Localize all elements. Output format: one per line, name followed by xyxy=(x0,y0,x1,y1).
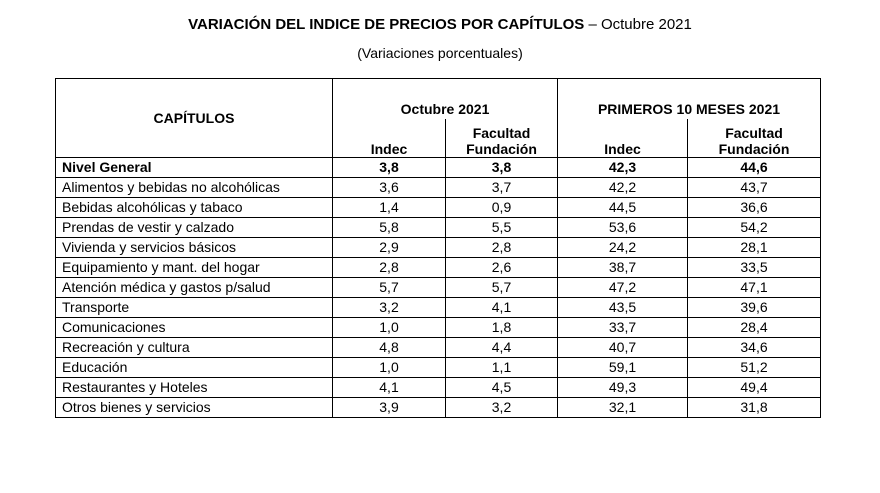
row-cumulative-indec: 42,2 xyxy=(558,178,688,198)
row-month-facultad: 3,2 xyxy=(446,398,558,418)
row-cumulative-indec: 44,5 xyxy=(558,198,688,218)
table-row xyxy=(56,278,821,298)
row-cumulative-indec: 53,6 xyxy=(558,218,688,238)
table-row xyxy=(56,258,821,278)
document-subtitle: (Variaciones porcentuales) xyxy=(357,45,523,61)
row-cumulative-indec: 49,3 xyxy=(558,378,688,398)
cumulative-facultad-header xyxy=(688,119,821,158)
row-chapter-name: Atención médica y gastos p/salud xyxy=(56,278,333,298)
row-cumulative-facultad: 33,5 xyxy=(688,258,821,278)
row-cumulative-facultad: 51,2 xyxy=(688,358,821,378)
row-cumulative-indec: 38,7 xyxy=(558,258,688,278)
row-month-indec: 5,7 xyxy=(333,278,446,298)
row-month-facultad: 5,5 xyxy=(446,218,558,238)
row-chapter-name: Transporte xyxy=(56,298,333,318)
row-cumulative-indec: 42,3 xyxy=(558,158,688,178)
row-chapter-name: Equipamiento y mant. del hogar xyxy=(56,258,333,278)
row-cumulative-indec: 43,5 xyxy=(558,298,688,318)
row-chapter-name: Recreación y cultura xyxy=(56,338,333,358)
row-cumulative-indec: 24,2 xyxy=(558,238,688,258)
month-facultad-header xyxy=(446,119,558,158)
row-cumulative-indec: 40,7 xyxy=(558,338,688,358)
title-main: VARIACIÓN DEL INDICE DE PRECIOS POR CAPÍTULOS xyxy=(188,16,585,33)
row-cumulative-indec: 33,7 xyxy=(558,318,688,338)
table-row xyxy=(56,158,821,178)
row-chapter-name: Otros bienes y servicios xyxy=(56,398,333,418)
row-chapter-name: Vivienda y servicios básicos xyxy=(56,238,333,258)
row-cumulative-facultad: 44,6 xyxy=(688,158,821,178)
row-month-indec: 3,2 xyxy=(333,298,446,318)
table-row xyxy=(56,318,821,338)
row-chapter-name: Nivel General xyxy=(56,158,333,178)
cumulative-group-header: PRIMEROS 10 MESES 2021 xyxy=(558,79,821,120)
row-month-indec: 3,6 xyxy=(333,178,446,198)
table-row xyxy=(56,298,821,318)
document-title xyxy=(0,16,880,33)
row-month-indec: 1,0 xyxy=(333,358,446,378)
fundacion-label: Fundación xyxy=(466,141,537,157)
table-row xyxy=(56,338,821,358)
row-month-facultad: 2,8 xyxy=(446,238,558,258)
row-cumulative-facultad: 36,6 xyxy=(688,198,821,218)
row-chapter-name: Educación xyxy=(56,358,333,378)
row-month-facultad: 1,1 xyxy=(446,358,558,378)
row-cumulative-facultad: 34,6 xyxy=(688,338,821,358)
row-cumulative-facultad: 39,6 xyxy=(688,298,821,318)
month-indec-header: Indec xyxy=(333,119,446,158)
row-chapter-name: Prendas de vestir y calzado xyxy=(56,218,333,238)
row-month-indec: 1,0 xyxy=(333,318,446,338)
row-cumulative-indec: 32,1 xyxy=(558,398,688,418)
row-month-indec: 2,8 xyxy=(333,258,446,278)
month-group-header: Octubre 2021 xyxy=(333,79,558,120)
row-cumulative-facultad: 49,4 xyxy=(688,378,821,398)
row-cumulative-facultad: 31,8 xyxy=(688,398,821,418)
row-month-facultad: 3,7 xyxy=(446,178,558,198)
row-month-facultad: 1,8 xyxy=(446,318,558,338)
table-row xyxy=(56,398,821,418)
row-month-indec: 2,9 xyxy=(333,238,446,258)
row-chapter-name: Restaurantes y Hoteles xyxy=(56,378,333,398)
row-month-indec: 5,8 xyxy=(333,218,446,238)
row-cumulative-facultad: 43,7 xyxy=(688,178,821,198)
row-chapter-name: Bebidas alcohólicas y tabaco xyxy=(56,198,333,218)
table-row xyxy=(56,358,821,378)
row-month-facultad: 3,8 xyxy=(446,158,558,178)
row-month-indec: 4,8 xyxy=(333,338,446,358)
table-row xyxy=(56,378,821,398)
row-cumulative-facultad: 47,1 xyxy=(688,278,821,298)
chapters-header: CAPÍTULOS xyxy=(56,79,333,158)
row-month-facultad: 0,9 xyxy=(446,198,558,218)
price-variation-table xyxy=(55,78,821,418)
cumulative-indec-header: Indec xyxy=(558,119,688,158)
row-cumulative-facultad: 28,4 xyxy=(688,318,821,338)
row-month-indec: 1,4 xyxy=(333,198,446,218)
row-month-indec: 4,1 xyxy=(333,378,446,398)
row-month-facultad: 4,5 xyxy=(446,378,558,398)
facultad-label: Facultad xyxy=(725,125,783,141)
row-month-indec: 3,9 xyxy=(333,398,446,418)
facultad-label: Facultad xyxy=(472,125,531,141)
table-body xyxy=(56,158,821,418)
row-month-facultad: 4,1 xyxy=(446,298,558,318)
title-suffix: – Octubre 2021 xyxy=(584,16,692,33)
table-row xyxy=(56,198,821,218)
row-chapter-name: Alimentos y bebidas no alcohólicas xyxy=(56,178,333,198)
row-cumulative-indec: 47,2 xyxy=(558,278,688,298)
fundacion-label: Fundación xyxy=(718,141,790,157)
table-row xyxy=(56,218,821,238)
table-row xyxy=(56,238,821,258)
table-row xyxy=(56,178,821,198)
row-chapter-name: Comunicaciones xyxy=(56,318,333,338)
row-cumulative-indec: 59,1 xyxy=(558,358,688,378)
row-cumulative-facultad: 28,1 xyxy=(688,238,821,258)
row-month-facultad: 2,6 xyxy=(446,258,558,278)
row-month-facultad: 4,4 xyxy=(446,338,558,358)
row-month-facultad: 5,7 xyxy=(446,278,558,298)
row-cumulative-facultad: 54,2 xyxy=(688,218,821,238)
table-header xyxy=(56,79,821,158)
row-month-indec: 3,8 xyxy=(333,158,446,178)
